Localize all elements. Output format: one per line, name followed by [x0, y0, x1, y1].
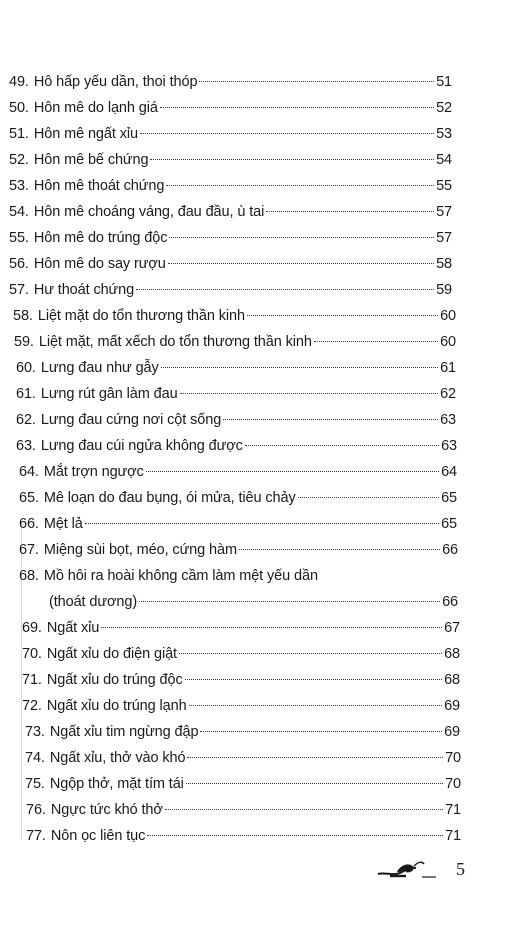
toc-entry	[26, 799, 461, 821]
toc-entry-page: 60	[440, 334, 456, 350]
toc-entry-title: Hôn mê choáng váng, đau đầu, ù tai	[33, 204, 265, 220]
toc-entry	[9, 71, 452, 93]
dot-leader	[147, 835, 443, 836]
dot-leader	[245, 445, 439, 446]
toc-entry-page: 60	[440, 308, 456, 324]
toc-entry-title: Ngực tức khó thở	[50, 802, 163, 818]
dot-leader	[166, 185, 434, 186]
toc-entry-number: 72.	[22, 698, 42, 714]
dot-leader	[247, 315, 438, 316]
toc-entry-title: Hôn mê do lạnh giá	[33, 100, 158, 116]
toc-entry-number: 53.	[9, 178, 29, 194]
dot-leader	[187, 757, 443, 758]
toc-entry-number: 58.	[13, 308, 33, 324]
toc-entry-number: 57.	[9, 282, 29, 298]
toc-entry	[25, 747, 461, 769]
toc-entry	[14, 331, 456, 353]
toc-entry-page: 64	[441, 464, 457, 480]
toc-entry-title: Hôn mê thoát chứng	[33, 178, 165, 194]
toc-entry	[19, 513, 457, 535]
toc-entry	[22, 617, 460, 639]
dot-leader	[161, 367, 438, 368]
dot-leader	[180, 393, 439, 394]
toc-entry	[9, 253, 452, 275]
toc-entry-number: 65.	[19, 490, 39, 506]
toc-entry-title: Miệng sùi bọt, méo, cứng hàm	[43, 542, 237, 558]
toc-entry-number: 49.	[9, 74, 29, 90]
dot-leader	[186, 783, 443, 784]
toc-entry-title: Liệt mặt do tổn thương thần kinh	[37, 308, 245, 324]
toc-entry	[22, 643, 460, 665]
toc-entry-title: Hôn mê bế chứng	[33, 152, 149, 168]
toc-entry-number: 55.	[9, 230, 29, 246]
toc-entry-title: Mắt trợn ngược	[43, 464, 144, 480]
toc-entry-page: 62	[440, 386, 456, 402]
dot-leader	[165, 809, 443, 810]
toc-entry-title: Hôn mê ngất xỉu	[33, 126, 138, 142]
toc-entry	[13, 305, 456, 327]
toc-entry-title: Mê loạn do đau bụng, ói mửa, tiêu chảy	[43, 490, 296, 506]
dot-leader	[266, 211, 434, 212]
dot-leader	[160, 107, 434, 108]
toc-entry	[16, 435, 457, 457]
toc-entry-title: Lưng đau như gẫy	[40, 360, 159, 376]
dot-leader	[85, 523, 439, 524]
toc-entry-title: Ngộp thở, mặt tím tái	[49, 776, 184, 792]
toc-entry	[22, 669, 460, 691]
toc-entry-number: 64.	[19, 464, 39, 480]
toc-entry-number: 74.	[25, 750, 45, 766]
toc-entry-title: (thoát dương)	[49, 594, 138, 610]
dot-leader	[136, 289, 434, 290]
toc-entry-title: Ngất xỉu do trúng độc	[46, 672, 183, 688]
toc-entry-page: 70	[445, 750, 461, 766]
dot-leader	[179, 653, 442, 654]
toc-entry-page: 69	[444, 698, 460, 714]
toc-entry-title: Nôn ọc liên tục	[50, 828, 146, 844]
toc-entry-page: 59	[436, 282, 452, 298]
toc-entry-number: 60.	[16, 360, 36, 376]
toc-entry	[9, 149, 452, 171]
toc-entry-title: Liệt mặt, mất xếch do tổn thương thần kinh	[38, 334, 312, 350]
dot-leader	[239, 549, 440, 550]
toc-entry	[9, 227, 452, 249]
dot-leader	[150, 159, 434, 160]
toc-entry-page: 68	[444, 646, 460, 662]
toc-entry-number: 52.	[9, 152, 29, 168]
toc-entry-page: 69	[444, 724, 460, 740]
dot-leader	[139, 601, 440, 602]
toc-entry-title: Hư thoát chứng	[33, 282, 135, 298]
toc-entry-number: 66.	[19, 516, 39, 532]
toc-entry	[49, 591, 458, 613]
toc-entry-page: 52	[436, 100, 452, 116]
toc-entry-title: Hôn mê do say rượu	[33, 256, 166, 272]
toc-entry-title: Lưng rút gân làm đau	[40, 386, 178, 402]
dot-leader	[298, 497, 439, 498]
toc-entry	[26, 825, 461, 847]
toc-entry	[25, 773, 461, 795]
dot-leader	[314, 341, 438, 342]
page-footer	[376, 858, 486, 888]
toc-entry	[9, 279, 452, 301]
toc-entry-number: 68.	[19, 568, 39, 584]
dot-leader	[199, 81, 434, 82]
toc-entry	[22, 695, 460, 717]
toc-entry	[16, 357, 456, 379]
toc-entry-page: 61	[440, 360, 456, 376]
toc-entry	[19, 461, 457, 483]
dot-leader	[185, 679, 442, 680]
toc-entry-number: 69.	[22, 620, 42, 636]
toc-entry	[19, 565, 458, 587]
toc-entry-number: 76.	[26, 802, 46, 818]
toc-entry-number: 59.	[14, 334, 34, 350]
toc-entry-title: Ngất xỉu	[46, 620, 100, 636]
toc-entry-number: 71.	[22, 672, 42, 688]
toc-entry-title: Mệt lả	[43, 516, 83, 532]
toc-entry-page: 63	[440, 412, 456, 428]
page-number: 5	[456, 859, 465, 879]
toc-entry-number: 54.	[9, 204, 29, 220]
toc-entry	[9, 201, 452, 223]
toc-entry-number: 62.	[16, 412, 36, 428]
toc-entry-number: 77.	[26, 828, 46, 844]
dot-leader	[101, 627, 442, 628]
toc-entry-number: 67.	[19, 542, 39, 558]
toc-entry	[9, 175, 452, 197]
toc-entry-number: 56.	[9, 256, 29, 272]
toc-entry-title: Ngất xỉu do điện giật	[46, 646, 177, 662]
toc-entry-number: 73.	[25, 724, 45, 740]
toc-entry-title: Ngất xỉu tim ngừng đập	[49, 724, 199, 740]
toc-entry-page: 68	[444, 672, 460, 688]
toc-entry-page: 66	[442, 542, 458, 558]
dot-leader	[168, 263, 434, 264]
toc-entry-page: 57	[436, 204, 452, 220]
dot-leader	[146, 471, 439, 472]
toc-entry-page: 57	[436, 230, 452, 246]
toc-entry-page: 65	[441, 490, 457, 506]
toc-entry	[25, 721, 460, 743]
toc-entry-number: 63.	[16, 438, 36, 454]
toc-entry	[19, 487, 457, 509]
toc-entry-page: 71	[445, 802, 461, 818]
swirl-ornament-icon	[376, 858, 438, 885]
toc-entry-number: 61.	[16, 386, 36, 402]
toc-entry-title: Ngất xỉu do trúng lạnh	[46, 698, 187, 714]
toc-entry-page: 55	[436, 178, 452, 194]
toc-entry-page: 71	[445, 828, 461, 844]
toc-entry-page: 67	[444, 620, 460, 636]
toc-entry	[9, 123, 452, 145]
toc-entry-page: 51	[436, 74, 452, 90]
toc-entry-page: 66	[442, 594, 458, 610]
toc-entry	[9, 97, 452, 119]
toc-entry	[16, 409, 456, 431]
toc-entry-number: 70.	[22, 646, 42, 662]
toc-entry-number: 51.	[9, 126, 29, 142]
dot-leader	[189, 705, 443, 706]
dot-leader	[223, 419, 438, 420]
toc-entry-title: Lưng đau cúi ngửa không được	[40, 438, 243, 454]
dot-leader	[169, 237, 434, 238]
toc-entry	[16, 383, 456, 405]
toc-entry-number: 50.	[9, 100, 29, 116]
toc-entry-title: Lưng đau cứng nơi cột sống	[40, 412, 222, 428]
toc-entry-page: 70	[445, 776, 461, 792]
toc-entry-title: Hôn mê do trúng độc	[33, 230, 168, 246]
dot-leader	[200, 731, 442, 732]
toc-entry-number: 75.	[25, 776, 45, 792]
toc-entry-title: Ngất xỉu, thở vào khó	[49, 750, 186, 766]
toc-entry-page: 54	[436, 152, 452, 168]
toc-entry-title: Hô hấp yếu dần, thoi thóp	[33, 74, 198, 90]
toc-entry	[19, 539, 458, 561]
toc-entry-title: Mồ hôi ra hoài không cầm làm mệt yếu dần	[43, 568, 318, 584]
toc-entry-page: 58	[436, 256, 452, 272]
toc-entry-page: 63	[441, 438, 457, 454]
dot-leader	[140, 133, 434, 134]
toc-entry-page: 65	[441, 516, 457, 532]
toc-entry-page: 53	[436, 126, 452, 142]
